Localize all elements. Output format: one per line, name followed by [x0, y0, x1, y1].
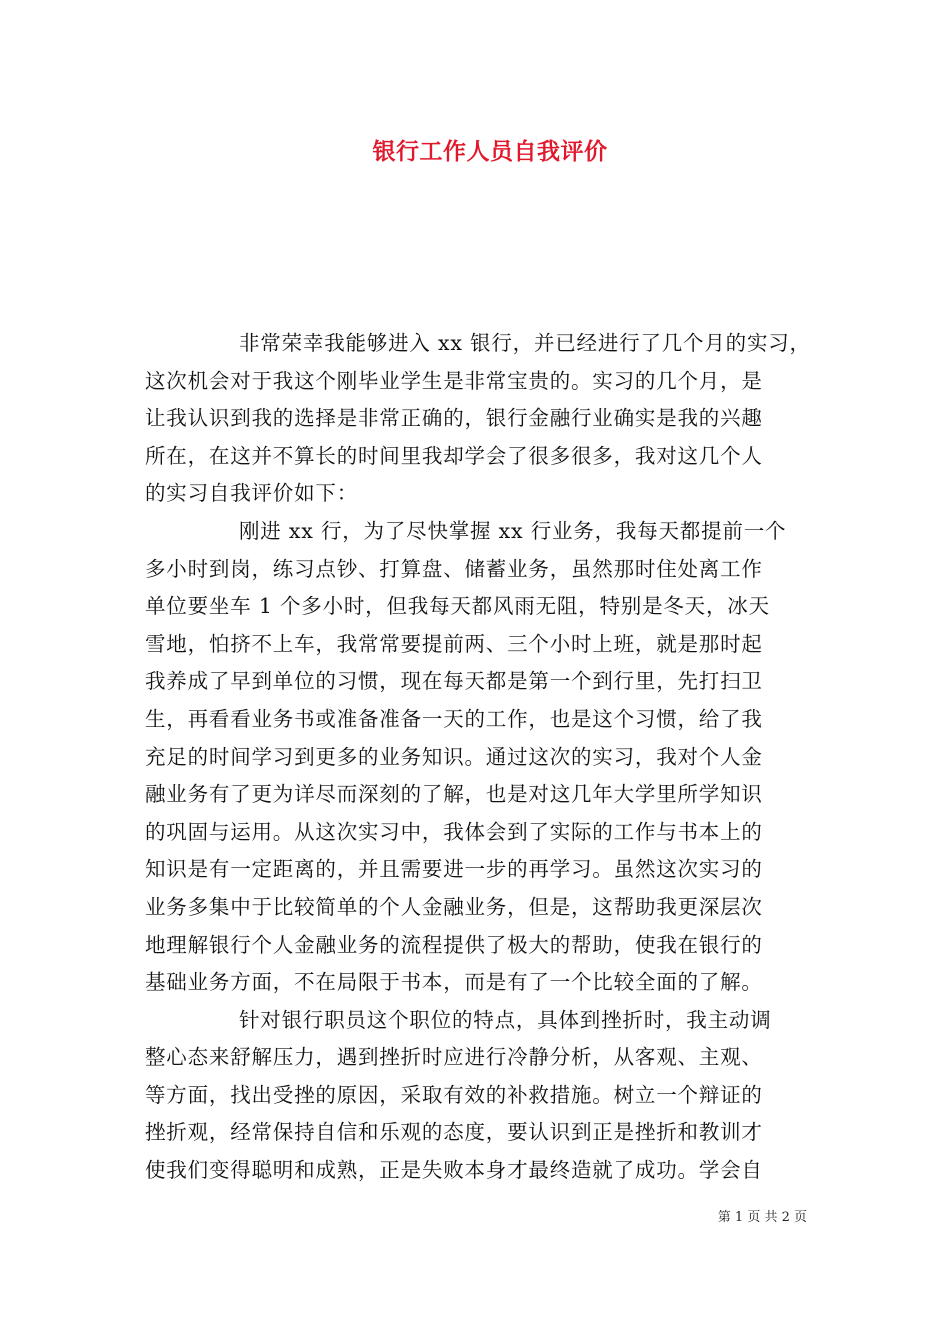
document-body: [145, 325, 825, 1190]
paragraph-1-line: 所在，在这并不算长的时间里我却学会了很多很多，我对这几个人: [145, 443, 763, 468]
paragraph-1-line: 这次机会对于我这个刚毕业学生是非常宝贵的。实习的几个月，是: [145, 368, 763, 393]
paragraph-2-line: 刚进 xx 行，为了尽快掌握 xx 行业务，我每天都提前一个: [239, 518, 787, 543]
paragraph-2-line: 知识是有一定距离的，并且需要进一步的再学习。虽然这次实习的: [145, 857, 763, 882]
paragraph-3-line: 针对银行职员这个职位的特点，具体到挫折时，我主动调: [239, 1007, 772, 1032]
paragraph-3-line: 挫折观，经常保持自信和乐观的态度，要认识到正是挫折和教训才: [145, 1120, 763, 1145]
paragraph-1-line: 非常荣幸我能够进入 xx 银行，并已经进行了几个月的实习，: [239, 331, 811, 355]
page-number-footer: 第 1 页 共 2 页: [717, 1210, 807, 1225]
paragraph-2-line: 充足的时间学习到更多的业务知识。通过这次的实习，我对个人金: [145, 744, 763, 769]
paragraph-2-line: 地理解银行个人金融业务的流程提供了极大的帮助，使我在银行的: [145, 932, 763, 957]
paragraph-2-line: 基础业务方面，不在局限于书本，而是有了一个比较全面的了解。: [145, 970, 763, 995]
document-title: 银行工作人员自我评价: [372, 138, 608, 165]
paragraph-2-line: 业务多集中于比较简单的个人金融业务，但是，这帮助我更深层次: [145, 894, 763, 919]
paragraph-2-line: 融业务有了更为详尽而深刻的了解，也是对这几年大学里所学知识: [145, 782, 763, 807]
paragraph-3-line: 等方面，找出受挫的原因，采取有效的补救措施。树立一个辩证的: [145, 1082, 763, 1107]
paragraph-2-line: 的巩固与运用。从这次实习中，我体会到了实际的工作与书本上的: [145, 819, 763, 844]
paragraph-2-line: 单位要坐车 1 个多小时，但我每天都风雨无阻，特别是冬天，冰天: [145, 594, 770, 619]
paragraph-2-line: 雪地，怕挤不上车，我常常要提前两、三个小时上班，就是那时起: [145, 631, 763, 656]
paragraph-1-line: 让我认识到我的选择是非常正确的，银行金融行业确实是我的兴趣: [145, 406, 763, 431]
paragraph-2-line: 生，再看看业务书或准备准备一天的工作，也是这个习惯，给了我: [145, 706, 763, 731]
paragraph-2-line: 我养成了早到单位的习惯，现在每天都是第一个到行里，先打扫卫: [145, 669, 763, 694]
paragraph-3-line: 使我们变得聪明和成熟，正是失败本身才最终造就了成功。学会自: [145, 1158, 763, 1183]
paragraph-3-line: 整心态来舒解压力，遇到挫折时应进行冷静分析，从客观、主观、: [145, 1045, 763, 1070]
paragraph-1-line: 的实习自我评价如下：: [145, 481, 358, 506]
paragraph-2-line: 多小时到岗，练习点钞、打算盘、储蓄业务，虽然那时住处离工作: [145, 556, 763, 581]
